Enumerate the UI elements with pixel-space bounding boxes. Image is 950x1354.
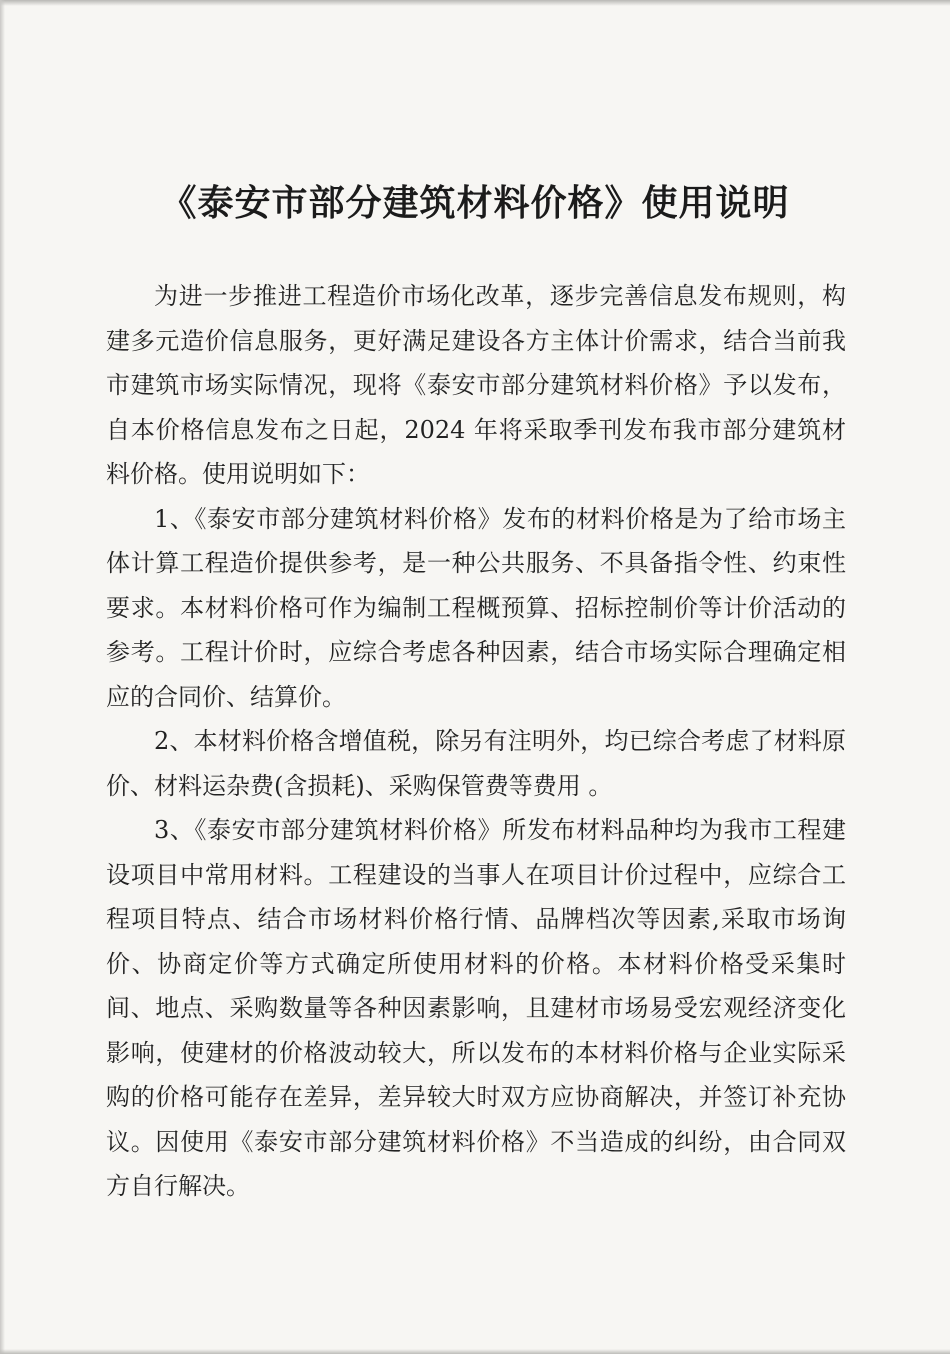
document-title: 《泰安市部分建筑材料价格》使用说明 — [160, 182, 790, 224]
clause-2-paragraph: 2、本材料价格含增值税，除另有注明外，均已综合考虑了材料原价、材料运杂费(含损耗)、采购保管费等费用 。 — [106, 727, 846, 800]
document-body — [106, 274, 846, 1209]
scan-edge-bottom — [0, 1349, 950, 1354]
clause-3-paragraph: 3、《泰安市部分建筑材料价格》所发布材料品种均为我市工程建设项目中常用材料。工程建设的当事人在项目计价过程中，应综合工程项目特点、结合市场材料价格行情、品牌档次等因素,采取市场询价、协商定价等方式确定所使用材料的价格。本材料价格受采集时间、地点、采购数量等各种因素影响，且建材市场易受宏观经济变化影响，使建材的价格波动较大，所以发布的本材料价格与企业实际采购的价格可能存在差异，差异较大时双方应协商解决，并签订补充协议。因使用《泰安市部分建筑材料价格》不当造成的纠纷，由合同双方自行解决。 — [106, 816, 846, 1200]
scan-edge-top — [0, 0, 950, 6]
intro-paragraph: 为进一步推进工程造价市场化改革，逐步完善信息发布规则，构建多元造价信息服务，更好满足建设各方主体计价需求，结合当前我市建筑市场实际情况，现将《泰安市部分建筑材料价格》予以发布，自本价格信息发布之日起，2024 年将采取季刊发布我市部分建筑材料价格。使用说明如下： — [106, 282, 846, 488]
clause-1-paragraph: 1、《泰安市部分建筑材料价格》发布的材料价格是为了给市场主体计算工程造价提供参考，是一种公共服务、不具备指令性、约束性要求。本材料价格可作为编制工程概预算、招标控制价等计价活动的参考。工程计价时，应综合考虑各种因素，结合市场实际合理确定相应的合同价、结算价。 — [106, 504, 846, 711]
